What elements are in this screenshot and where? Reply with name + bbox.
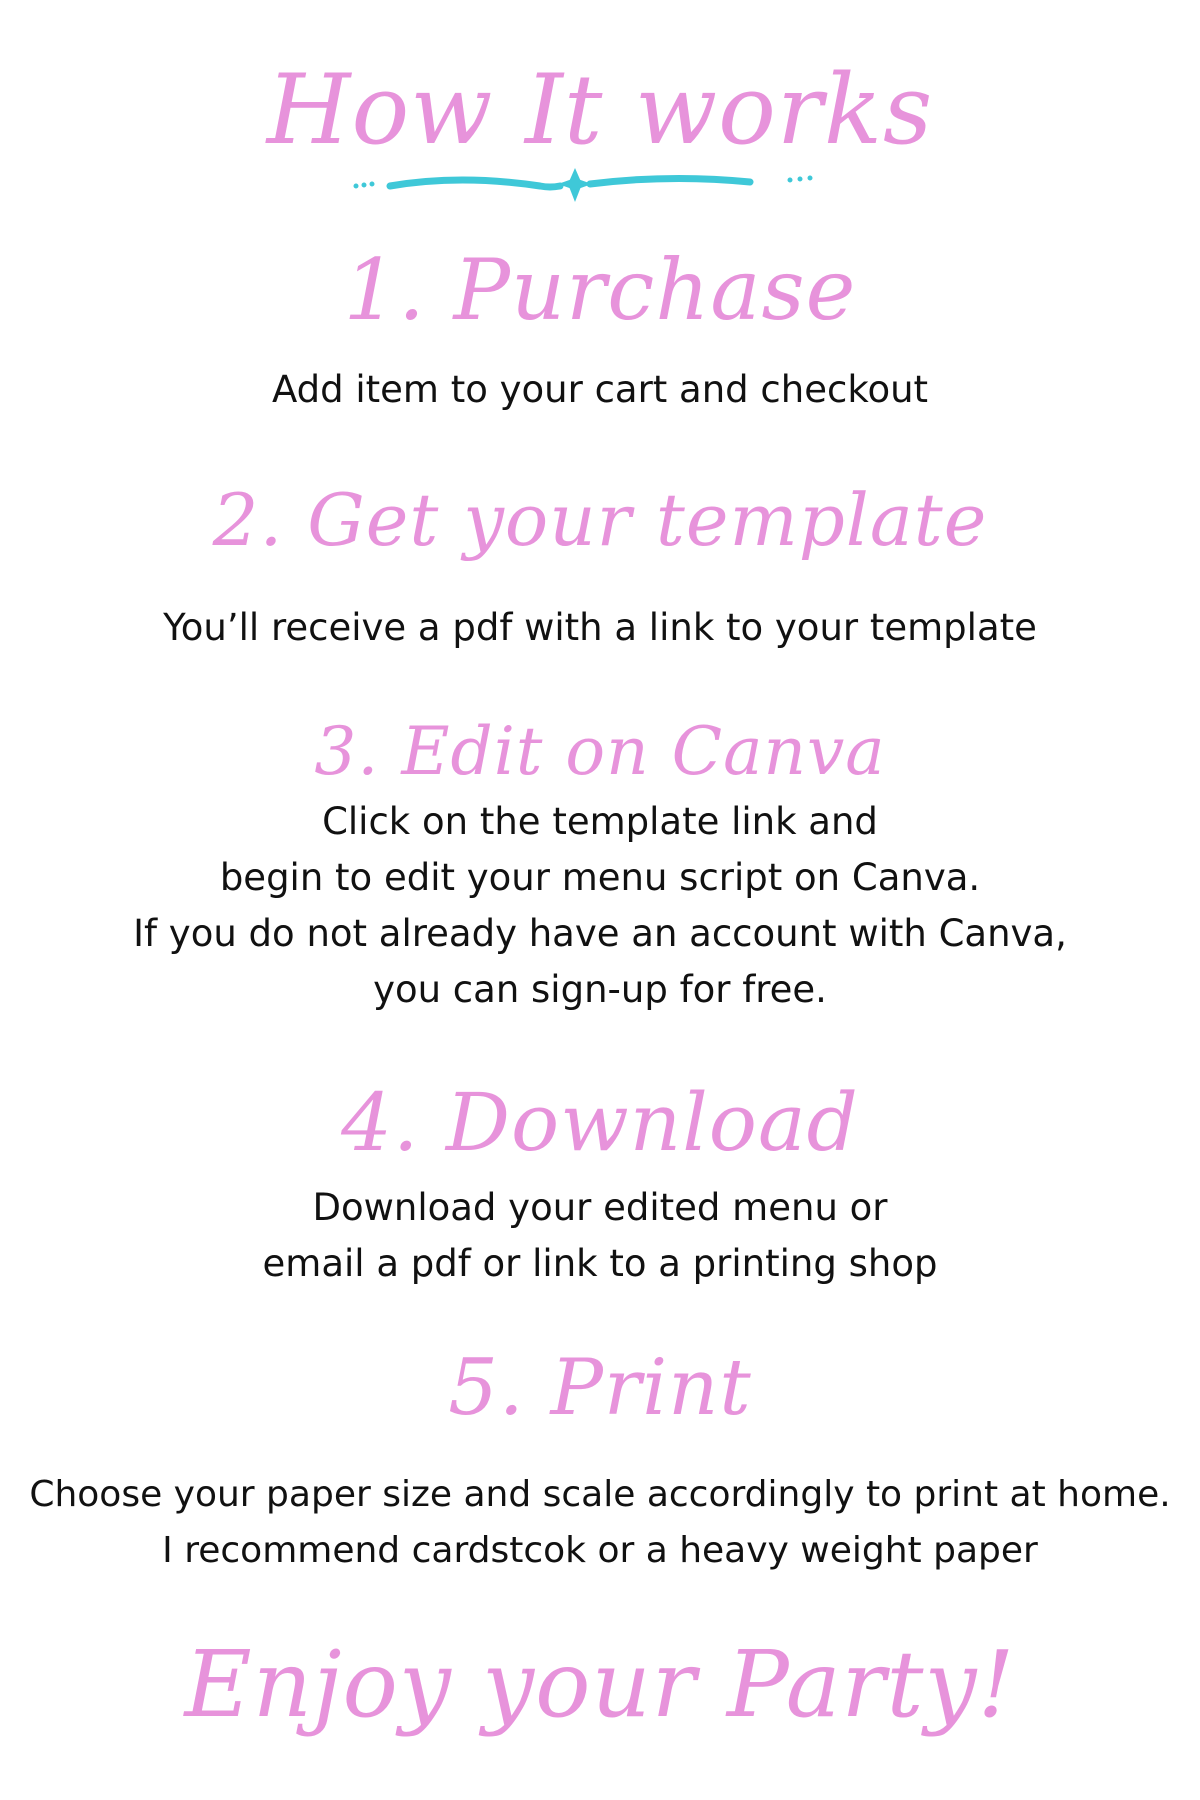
step-5-line: Choose your paper size and scale accordingly to print at home. <box>29 1474 1171 1515</box>
step-1-heading: 1. Purchase <box>343 241 857 339</box>
step-4-line: Download your edited menu or <box>312 1186 888 1229</box>
step-1-description <box>0 362 1200 418</box>
step-3-line: Click on the template link and <box>322 800 878 843</box>
step-3-description <box>0 794 1200 1018</box>
step-4-description <box>0 1180 1200 1292</box>
step-3-line: begin to edit your menu script on Canva. <box>219 856 981 899</box>
step-3-line: If you do not already have an account with Canva, <box>133 912 1067 955</box>
step-4-line: email a pdf or link to a printing shop <box>262 1242 938 1285</box>
step-2-description <box>0 600 1200 656</box>
page-title: How It works <box>266 54 934 166</box>
closing-message: Enjoy your Party! <box>184 1631 1016 1738</box>
step-5-description <box>0 1467 1200 1579</box>
step-2-heading: 2. Get your template <box>212 478 988 562</box>
step-5-line: I recommend cardstcok or a heavy weight paper <box>162 1530 1038 1571</box>
step-5-heading: 5. Print <box>448 1343 752 1433</box>
step-2-line: You’ll receive a pdf with a link to your template <box>163 606 1037 649</box>
step-1-line: Add item to your cart and checkout <box>271 368 929 411</box>
step-3-heading: 3. Edit on Canva <box>314 713 886 790</box>
flourish-divider <box>350 160 820 210</box>
step-3-line: you can sign-up for free. <box>373 968 827 1011</box>
step-4-heading: 4. Download <box>341 1076 859 1169</box>
